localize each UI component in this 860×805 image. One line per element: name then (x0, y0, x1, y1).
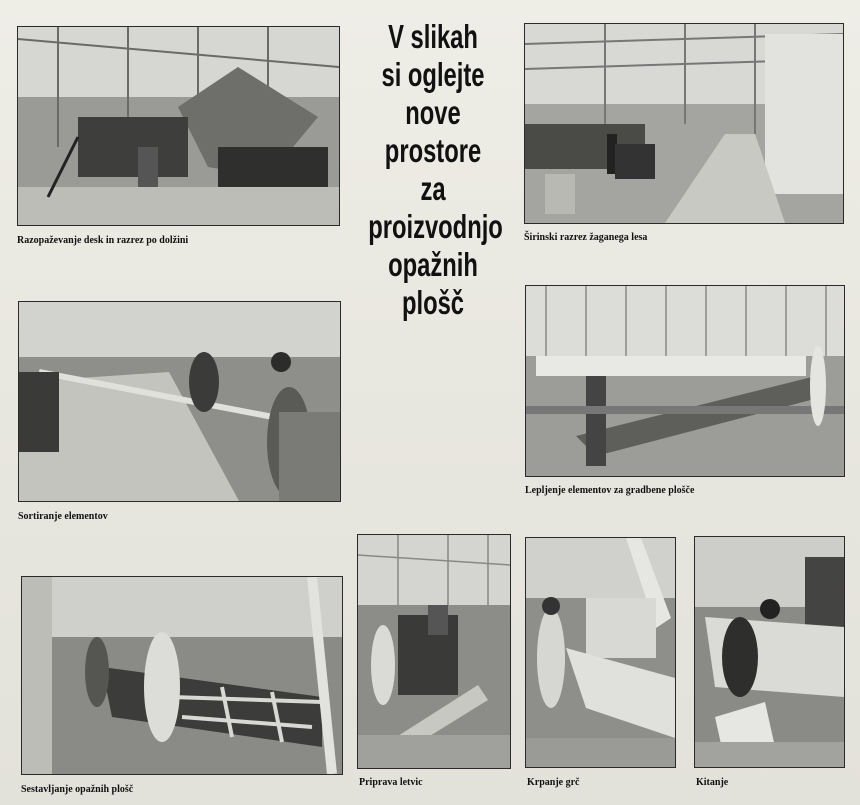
caption-photo-5: Sestavljanje opažnih plošč (21, 784, 134, 795)
caption-photo-2: Širinski razrez žaganega lesa (524, 232, 648, 243)
caption-photo-4: Lepljenje elementov za gradbene plošče (525, 485, 695, 496)
photo-sorting-elements (18, 301, 341, 502)
headline-line-7: plošč (401, 284, 465, 321)
photo-preparing-battens (357, 534, 511, 769)
caption-photo-7: Krpanje grč (527, 777, 580, 788)
photo-gluing-elements (525, 285, 845, 477)
caption-photo-8: Kitanje (696, 777, 729, 788)
headline-line-2: si oglejte (381, 56, 485, 93)
headline (368, 18, 503, 322)
photo-patching-knots (525, 537, 676, 768)
headline-line-5: za proizvodnjo (368, 170, 503, 245)
caption-photo-3: Sortiranje elementov (18, 511, 108, 522)
headline-line-6: opažnih (388, 246, 478, 283)
photo-width-rip-sawing (524, 23, 844, 224)
photo-assembling-formwork-panels (21, 576, 343, 775)
caption-photo-1: Razopaževanje desk in razrez po dolžini (17, 235, 189, 246)
headline-line-3: nove (405, 94, 461, 131)
headline-line-1: V slikah (388, 18, 478, 55)
photo-puttying (694, 536, 845, 768)
headline-line-4: prostore (384, 132, 482, 169)
photo-destacking-and-crosscut (17, 26, 340, 226)
caption-photo-6: Priprava letvic (359, 777, 423, 788)
